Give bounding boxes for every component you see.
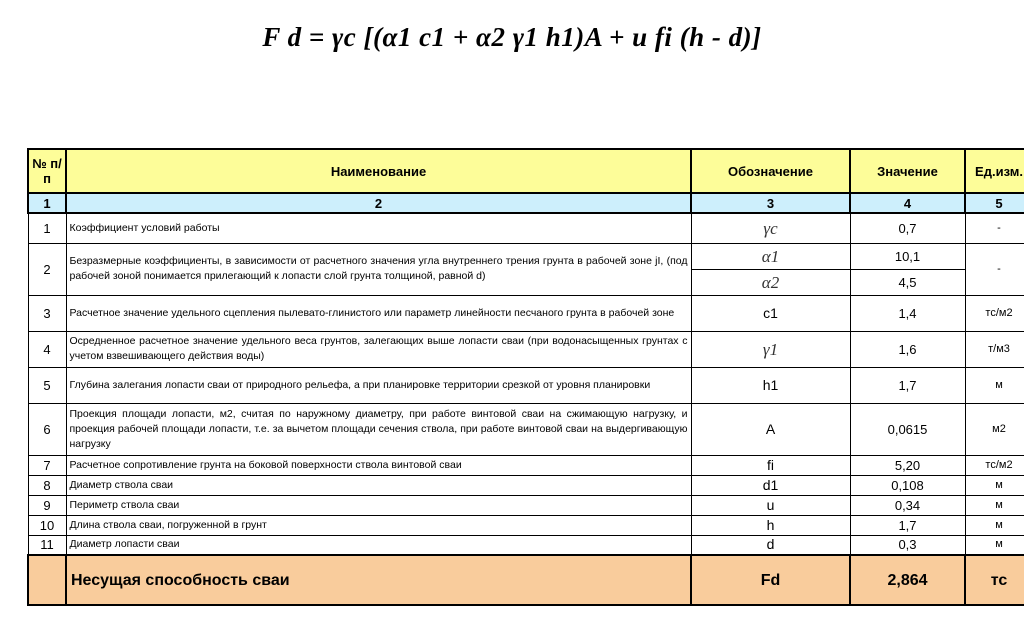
row-symbol: d	[691, 535, 850, 555]
row-number: 1	[28, 213, 66, 243]
row-unit: м2	[965, 403, 1024, 455]
row-name: Коэффициент условий работы	[66, 213, 691, 243]
table-row	[28, 295, 1024, 331]
table-row	[28, 213, 1024, 243]
row-symbol: α2	[691, 269, 850, 295]
total-unit: тс	[965, 555, 1024, 605]
row-unit: м	[965, 515, 1024, 535]
row-name: Глубина залегания лопасти сваи от природного рельефа, а при планировке территории срезкой от уровня планировки	[66, 367, 691, 403]
row-name: Диаметр ствола сваи	[66, 475, 691, 495]
header-symbol: Обозначение	[691, 149, 850, 193]
row-unit: м	[965, 475, 1024, 495]
table-row	[28, 535, 1024, 555]
row-unit: м	[965, 495, 1024, 515]
row-number: 9	[28, 495, 66, 515]
table-header-row	[28, 149, 1024, 193]
row-symbol: fi	[691, 455, 850, 475]
row-value: 1,6	[850, 331, 965, 367]
total-value: 2,864	[850, 555, 965, 605]
row-value: 1,4	[850, 295, 965, 331]
row-symbol: γ1	[691, 331, 850, 367]
table-row	[28, 331, 1024, 367]
table-row	[28, 475, 1024, 495]
table-row	[28, 243, 1024, 269]
row-number: 8	[28, 475, 66, 495]
column-number: 5	[965, 193, 1024, 213]
row-name: Периметр ствола сваи	[66, 495, 691, 515]
row-number: 3	[28, 295, 66, 331]
table-row	[28, 403, 1024, 455]
header-name: Наименование	[66, 149, 691, 193]
row-value: 1,7	[850, 515, 965, 535]
total-symbol: Fd	[691, 555, 850, 605]
row-symbol: u	[691, 495, 850, 515]
column-number: 3	[691, 193, 850, 213]
row-symbol: α1	[691, 243, 850, 269]
row-value: 0,34	[850, 495, 965, 515]
row-symbol: c1	[691, 295, 850, 331]
row-name: Расчетное сопротивление грунта на боковой поверхности ствола винтовой сваи	[66, 455, 691, 475]
row-unit: т/м3	[965, 331, 1024, 367]
row-value: 4,5	[850, 269, 965, 295]
column-number: 1	[28, 193, 66, 213]
row-name: Диаметр лопасти сваи	[66, 535, 691, 555]
total-label: Несущая способность сваи	[66, 555, 691, 605]
row-number: 4	[28, 331, 66, 367]
row-unit: -	[965, 243, 1024, 295]
table-row	[28, 495, 1024, 515]
row-number: 5	[28, 367, 66, 403]
table-row	[28, 515, 1024, 535]
row-name: Осредненное расчетное значение удельного веса грунтов, залегающих выше лопасти сваи (при водонасыщенных грунтах с учетом взвешивающего действия воды)	[66, 331, 691, 367]
row-value: 0,0615	[850, 403, 965, 455]
row-value: 0,3	[850, 535, 965, 555]
row-symbol: h	[691, 515, 850, 535]
row-symbol: d1	[691, 475, 850, 495]
total-row	[28, 555, 1024, 605]
row-value: 0,7	[850, 213, 965, 243]
header-value: Значение	[850, 149, 965, 193]
row-number: 2	[28, 243, 66, 295]
row-unit: м	[965, 367, 1024, 403]
table-row	[28, 367, 1024, 403]
header-no: № п/п	[28, 149, 66, 193]
row-unit: тс/м2	[965, 295, 1024, 331]
pile-calculation-table	[27, 148, 1024, 606]
total-number-cell	[28, 555, 66, 605]
row-symbol: A	[691, 403, 850, 455]
row-number: 7	[28, 455, 66, 475]
row-value: 0,108	[850, 475, 965, 495]
row-name: Безразмерные коэффициенты, в зависимости от расчетного значения угла внутреннего трения грунта в рабочей зоне jI, (под рабочей зоной понимается прилегающий к лопасти слой грунта толщиной, равной d)	[66, 243, 691, 295]
row-name: Проекция площади лопасти, м2, считая по наружному диаметру, при работе винтовой сваи на сжимающую нагрузку, и проекция рабочей площади лопасти, т.е. за вычетом площади сечения ствола, при работе винтовой сваи на выдергивающую нагрузку	[66, 403, 691, 455]
row-unit: -	[965, 213, 1024, 243]
row-name: Длина ствола сваи, погруженной в грунт	[66, 515, 691, 535]
row-symbol: h1	[691, 367, 850, 403]
row-value: 1,7	[850, 367, 965, 403]
row-unit: м	[965, 535, 1024, 555]
column-number: 4	[850, 193, 965, 213]
column-number-row	[28, 193, 1024, 213]
row-value: 5,20	[850, 455, 965, 475]
table-row	[28, 455, 1024, 475]
pile-capacity-formula: F d = γc [(α1 c1 + α2 γ1 h1)A + u fi (h - d)]	[262, 22, 762, 52]
row-name: Расчетное значение удельного сцепления пылевато-глинистого или параметр линейности песчаного грунта в рабочей зоне	[66, 295, 691, 331]
row-value: 10,1	[850, 243, 965, 269]
row-number: 10	[28, 515, 66, 535]
row-unit: тс/м2	[965, 455, 1024, 475]
header-unit: Ед.изм.	[965, 149, 1024, 193]
row-number: 6	[28, 403, 66, 455]
row-number: 11	[28, 535, 66, 555]
column-number: 2	[66, 193, 691, 213]
row-symbol: γc	[691, 213, 850, 243]
